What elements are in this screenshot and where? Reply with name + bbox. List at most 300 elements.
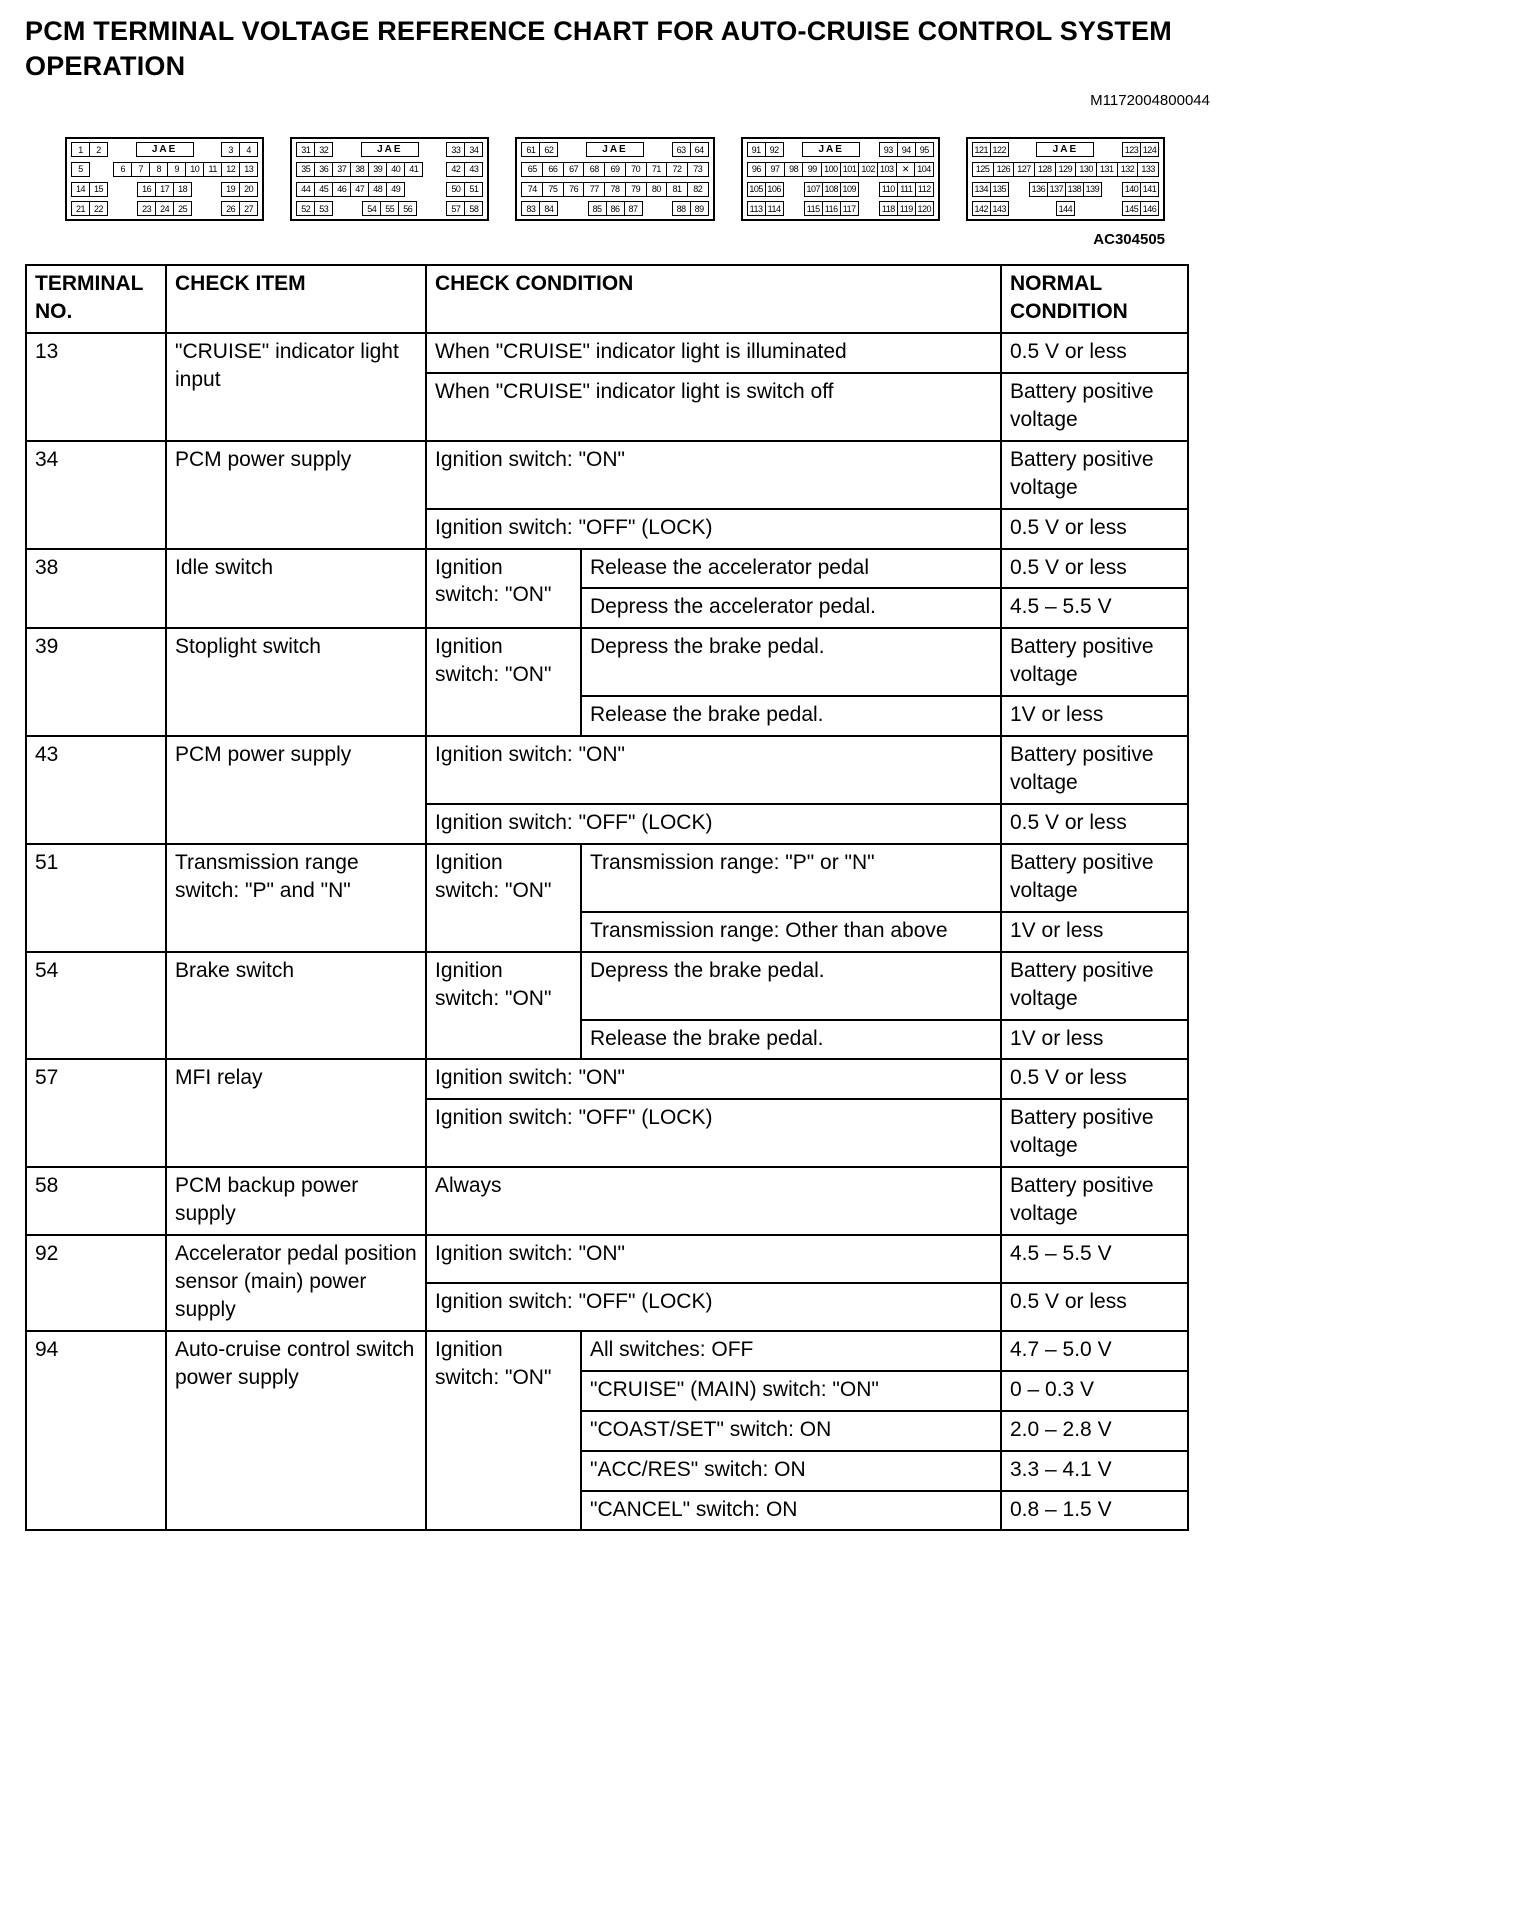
check-item-cell: PCM power supply	[166, 441, 426, 549]
pin-cell: 24	[155, 201, 174, 216]
pin-cell: 83	[521, 201, 540, 216]
pin-group	[1056, 201, 1075, 216]
check-condition-cell: When "CRUISE" indicator light is illuminated	[426, 333, 1001, 373]
shared-check-condition-cell: Ignition switch: "ON"	[426, 1331, 581, 1531]
pin-cell: 119	[897, 201, 916, 216]
pin-cell: 76	[563, 182, 585, 197]
normal-condition-cell: 4.5 – 5.5 V	[1001, 588, 1188, 628]
pin-cell: 102	[858, 162, 878, 177]
terminal-no-cell: 57	[26, 1059, 166, 1167]
pin-cell: 67	[563, 162, 585, 177]
pin-cell: 17	[155, 182, 174, 197]
pin-group	[972, 201, 1009, 216]
pin-cell: 37	[332, 162, 351, 177]
pin-cell: 63	[672, 142, 691, 157]
pin-cell: 48	[368, 182, 387, 197]
pin-cell: 33	[446, 142, 465, 157]
pin-cell: 61	[521, 142, 540, 157]
pin-cell: 97	[765, 162, 785, 177]
pin-cell: 44	[296, 182, 315, 197]
pin-cell: 81	[666, 182, 688, 197]
check-item-cell: PCM backup power supply	[166, 1167, 426, 1235]
pin-cell: 142	[972, 201, 991, 216]
check-condition-cell: Ignition switch: "ON"	[426, 1059, 1001, 1099]
check-condition-cell: "CANCEL" switch: ON	[581, 1491, 1001, 1531]
check-item-cell: "CRUISE" indicator light input	[166, 333, 426, 441]
pin-cell: 146	[1140, 201, 1159, 216]
check-item-cell: MFI relay	[166, 1059, 426, 1167]
pin-cell: 72	[666, 162, 688, 177]
pin-cell: 7	[131, 162, 150, 177]
connector-brand-label: JAE	[586, 142, 644, 157]
pin-group	[972, 142, 1009, 157]
pin-cell: 45	[314, 182, 333, 197]
pin-cell: 143	[990, 201, 1009, 216]
pin-group	[521, 182, 708, 197]
pin-cell: 52	[296, 201, 315, 216]
pin-cell: 71	[646, 162, 668, 177]
pin-cell: 145	[1122, 201, 1141, 216]
pin-row	[747, 201, 934, 216]
normal-condition-cell: Battery positive voltage	[1001, 736, 1188, 804]
pin-group	[71, 182, 108, 197]
normal-condition-cell: Battery positive voltage	[1001, 1099, 1188, 1167]
pin-cell: 20	[239, 182, 258, 197]
pin-group	[879, 182, 934, 197]
check-condition-cell: Depress the brake pedal.	[581, 628, 1001, 696]
pin-group	[137, 201, 192, 216]
pin-cell: 11	[203, 162, 222, 177]
pin-cell: 43	[464, 162, 483, 177]
shared-check-condition-cell: Ignition switch: "ON"	[426, 844, 581, 952]
check-condition-cell: All switches: OFF	[581, 1331, 1001, 1371]
terminal-no-cell: 58	[26, 1167, 166, 1235]
pin-cell: 10	[185, 162, 204, 177]
pin-cell: 95	[915, 142, 934, 157]
pin-row	[521, 142, 708, 157]
table-header-row	[26, 265, 1188, 333]
normal-condition-cell: 4.5 – 5.5 V	[1001, 1235, 1188, 1283]
pin-group	[296, 201, 333, 216]
terminal-no-cell: 13	[26, 333, 166, 441]
normal-condition-cell: Battery positive voltage	[1001, 844, 1188, 912]
col-header-terminal-no: TERMINAL NO.	[26, 265, 166, 333]
pin-row	[747, 142, 934, 157]
pin-group	[521, 201, 558, 216]
pin-cell: 106	[765, 182, 784, 197]
pin-cell: 16	[137, 182, 156, 197]
pin-cell: 98	[784, 162, 804, 177]
pin-cell: 124	[1140, 142, 1159, 157]
pin-row	[972, 182, 1159, 197]
table-row	[26, 1331, 1188, 1371]
pin-cell: 138	[1065, 182, 1084, 197]
check-condition-cell: "CRUISE" (MAIN) switch: "ON"	[581, 1371, 1001, 1411]
pin-cell: 53	[314, 201, 333, 216]
pin-cell: 92	[765, 142, 784, 157]
pin-cell: 80	[646, 182, 668, 197]
pin-group	[221, 182, 258, 197]
pin-cell: 118	[879, 201, 898, 216]
pin-group	[747, 182, 784, 197]
pin-cell: 140	[1122, 182, 1141, 197]
check-condition-cell: Depress the accelerator pedal.	[581, 588, 1001, 628]
pin-group	[71, 142, 108, 157]
terminal-no-cell: 54	[26, 952, 166, 1060]
pin-cell: 136	[1029, 182, 1048, 197]
pin-cell: 18	[173, 182, 192, 197]
pin-cell: 128	[1034, 162, 1056, 177]
check-item-cell: Accelerator pedal position sensor (main) power supply	[166, 1235, 426, 1331]
connector-block	[515, 137, 714, 221]
col-header-check-condition: CHECK CONDITION	[426, 265, 1001, 333]
page-title: PCM TERMINAL VOLTAGE REFERENCE CHART FOR AUTO-CRUISE CONTROL SYSTEM OPERATION	[25, 16, 1172, 82]
normal-condition-cell: 1V or less	[1001, 912, 1188, 952]
pin-cell: 108	[822, 182, 841, 197]
col-header-normal-condition: NORMAL CONDITION	[1001, 265, 1188, 333]
shared-check-condition-cell: Ignition switch: "ON"	[426, 952, 581, 1060]
check-item-cell: Transmission range switch: "P" and "N"	[166, 844, 426, 952]
pin-cell: 55	[380, 201, 399, 216]
connector-block	[65, 137, 264, 221]
pin-group	[879, 201, 934, 216]
normal-condition-cell: 1V or less	[1001, 696, 1188, 736]
pin-cell: 85	[588, 201, 607, 216]
pin-cell: 93	[879, 142, 898, 157]
pin-cell: 36	[314, 162, 333, 177]
check-condition-cell: Ignition switch: "OFF" (LOCK)	[426, 509, 1001, 549]
table-row	[26, 333, 1188, 373]
pin-cell: 21	[71, 201, 90, 216]
document-code: M1172004800044	[1090, 92, 1210, 110]
pin-cell: 1	[71, 142, 90, 157]
check-condition-cell: "ACC/RES" switch: ON	[581, 1451, 1001, 1491]
pin-cell: 88	[672, 201, 691, 216]
pin-group	[1029, 182, 1102, 197]
pin-cell: 105	[747, 182, 766, 197]
pin-cell: 74	[521, 182, 543, 197]
pin-cell: 6	[113, 162, 132, 177]
pin-cell: 137	[1047, 182, 1066, 197]
pin-cell: 15	[89, 182, 108, 197]
pin-cell: 12	[221, 162, 240, 177]
terminal-no-cell: 43	[26, 736, 166, 844]
pin-cell: 49	[386, 182, 405, 197]
pin-group	[362, 201, 417, 216]
pin-cell: 38	[350, 162, 369, 177]
pin-cell: 113	[747, 201, 766, 216]
pin-row	[296, 142, 483, 157]
table-row	[26, 1167, 1188, 1235]
pin-cell: 54	[362, 201, 381, 216]
pin-cell: 94	[897, 142, 916, 157]
pin-cell: 125	[972, 162, 994, 177]
pin-cell: 100	[821, 162, 841, 177]
normal-condition-cell: 3.3 – 4.1 V	[1001, 1451, 1188, 1491]
pin-cell: 115	[804, 201, 823, 216]
pin-cell: 127	[1013, 162, 1035, 177]
terminal-no-cell: 92	[26, 1235, 166, 1331]
connector-block	[966, 137, 1165, 221]
pin-cell: 73	[687, 162, 709, 177]
pin-cell: 3	[221, 142, 240, 157]
normal-condition-cell: 0.8 – 1.5 V	[1001, 1491, 1188, 1531]
normal-condition-cell: 0.5 V or less	[1001, 1283, 1188, 1331]
pin-group	[747, 201, 784, 216]
pin-cell: 35	[296, 162, 315, 177]
pin-cell: 65	[521, 162, 543, 177]
pin-cell: 47	[350, 182, 369, 197]
pin-cell: 99	[802, 162, 822, 177]
pin-cell: 111	[897, 182, 916, 197]
pin-cell: 14	[71, 182, 90, 197]
pin-cell: 79	[625, 182, 647, 197]
pin-cell: 23	[137, 201, 156, 216]
pin-group	[446, 162, 483, 177]
check-condition-cell: When "CRUISE" indicator light is switch off	[426, 373, 1001, 441]
pin-group	[972, 182, 1009, 197]
pin-group	[296, 162, 423, 177]
pin-cell: 22	[89, 201, 108, 216]
pin-cell: 42	[446, 162, 465, 177]
check-item-cell: Stoplight switch	[166, 628, 426, 736]
pin-row	[972, 142, 1159, 157]
pin-cell: 46	[332, 182, 351, 197]
pin-group	[672, 142, 709, 157]
pin-cell: 86	[606, 201, 625, 216]
normal-condition-cell: 0.5 V or less	[1001, 804, 1188, 844]
connector-pinout-diagram	[65, 137, 1165, 221]
pin-cell: 50	[446, 182, 465, 197]
pin-group	[221, 201, 258, 216]
pin-cell: 107	[804, 182, 823, 197]
terminal-no-cell: 34	[26, 441, 166, 549]
pin-cell: 57	[446, 201, 465, 216]
pin-cell: 89	[690, 201, 709, 216]
connector-brand-label: JAE	[802, 142, 860, 157]
check-condition-cell: Always	[426, 1167, 1001, 1235]
pin-cell: 122	[990, 142, 1009, 157]
pin-group	[804, 201, 859, 216]
terminal-no-cell: 94	[26, 1331, 166, 1531]
pin-group	[1122, 142, 1159, 157]
pin-cell: 64	[690, 142, 709, 157]
pin-group	[446, 182, 483, 197]
pin-cell: 19	[221, 182, 240, 197]
pin-row	[71, 182, 258, 197]
table-row	[26, 1235, 1188, 1283]
normal-condition-cell: 2.0 – 2.8 V	[1001, 1411, 1188, 1451]
pin-cell: 134	[972, 182, 991, 197]
pin-group	[747, 142, 784, 157]
diagram-code: AC304505	[1093, 231, 1165, 249]
table-row	[26, 736, 1188, 804]
pin-cell: 104	[914, 162, 934, 177]
pin-cell: 34	[464, 142, 483, 157]
pin-cell: 58	[464, 201, 483, 216]
pin-cell: 110	[879, 182, 898, 197]
connector-brand-label: JAE	[1036, 142, 1094, 157]
pin-cell: 114	[765, 201, 784, 216]
check-item-cell: Brake switch	[166, 952, 426, 1060]
normal-condition-cell: 0.5 V or less	[1001, 1059, 1188, 1099]
pin-cell: 130	[1075, 162, 1097, 177]
table-row	[26, 441, 1188, 509]
check-condition-cell: Depress the brake pedal.	[581, 952, 1001, 1020]
pin-row	[71, 162, 258, 177]
pin-row	[747, 182, 934, 197]
normal-condition-cell: 0 – 0.3 V	[1001, 1371, 1188, 1411]
normal-condition-cell: Battery positive voltage	[1001, 441, 1188, 509]
pin-cell: 91	[747, 142, 766, 157]
pin-row	[972, 201, 1159, 216]
normal-condition-cell: 4.7 – 5.0 V	[1001, 1331, 1188, 1371]
pin-row	[521, 182, 708, 197]
pin-group	[221, 142, 258, 157]
pin-cell: 13	[239, 162, 258, 177]
table-row	[26, 1059, 1188, 1099]
pin-cell: 40	[386, 162, 405, 177]
pin-group	[137, 182, 192, 197]
pin-row	[972, 162, 1159, 177]
check-condition-cell: "COAST/SET" switch: ON	[581, 1411, 1001, 1451]
pin-cell: 31	[296, 142, 315, 157]
check-item-cell: PCM power supply	[166, 736, 426, 844]
pin-cell: 141	[1140, 182, 1159, 197]
pin-group	[521, 142, 558, 157]
check-item-cell: Auto-cruise control switch power supply	[166, 1331, 426, 1531]
terminal-no-cell: 39	[26, 628, 166, 736]
voltage-reference-table	[25, 264, 1189, 1531]
check-condition-cell: Ignition switch: "OFF" (LOCK)	[426, 1099, 1001, 1167]
pin-cell: 56	[398, 201, 417, 216]
pin-group	[672, 201, 709, 216]
pin-cell: 78	[604, 182, 626, 197]
pin-group	[71, 201, 108, 216]
pin-cell: 116	[822, 201, 841, 216]
blocked-pin-icon: ✕	[896, 162, 916, 177]
pin-group	[747, 162, 934, 177]
terminal-no-cell: 51	[26, 844, 166, 952]
check-condition-cell: Release the brake pedal.	[581, 696, 1001, 736]
pin-group	[296, 142, 333, 157]
pin-group	[588, 201, 643, 216]
pin-cell: 77	[583, 182, 605, 197]
pin-cell: 75	[542, 182, 564, 197]
pin-cell: 82	[687, 182, 709, 197]
connector-block	[290, 137, 489, 221]
pin-cell: 25	[173, 201, 192, 216]
check-condition-cell: Ignition switch: "ON"	[426, 441, 1001, 509]
pin-cell: 117	[840, 201, 859, 216]
check-condition-cell: Transmission range: Other than above	[581, 912, 1001, 952]
table-row	[26, 549, 1188, 589]
col-header-check-item: CHECK ITEM	[166, 265, 426, 333]
pin-cell: 132	[1117, 162, 1139, 177]
pin-cell: 62	[539, 142, 558, 157]
normal-condition-cell: Battery positive voltage	[1001, 373, 1188, 441]
table-row	[26, 844, 1188, 912]
normal-condition-cell: 1V or less	[1001, 1020, 1188, 1060]
pin-cell: 139	[1083, 182, 1102, 197]
check-condition-cell: Release the accelerator pedal	[581, 549, 1001, 589]
pin-cell: 66	[542, 162, 564, 177]
table-row	[26, 952, 1188, 1020]
check-condition-cell: Ignition switch: "ON"	[426, 1235, 1001, 1283]
connector-brand-label: JAE	[136, 142, 194, 157]
pin-group	[113, 162, 258, 177]
pin-cell: 26	[221, 201, 240, 216]
pin-row	[521, 201, 708, 216]
pin-cell: 70	[625, 162, 647, 177]
pin-cell: 135	[990, 182, 1009, 197]
terminal-no-cell: 38	[26, 549, 166, 629]
pin-cell: 144	[1056, 201, 1075, 216]
pin-group	[879, 142, 934, 157]
pin-row	[521, 162, 708, 177]
pin-cell: 4	[239, 142, 258, 157]
pin-cell: 32	[314, 142, 333, 157]
check-condition-cell: Release the brake pedal.	[581, 1020, 1001, 1060]
pin-cell: 51	[464, 182, 483, 197]
pin-cell: 126	[993, 162, 1015, 177]
check-condition-cell: Transmission range: "P" or "N"	[581, 844, 1001, 912]
pin-cell: 131	[1096, 162, 1118, 177]
pin-cell: 8	[149, 162, 168, 177]
pin-cell: 39	[368, 162, 387, 177]
pin-group	[1122, 201, 1159, 216]
pin-cell: 112	[915, 182, 934, 197]
pin-group	[446, 142, 483, 157]
check-condition-cell: Ignition switch: "OFF" (LOCK)	[426, 804, 1001, 844]
pin-cell: 68	[583, 162, 605, 177]
pin-group	[804, 182, 859, 197]
check-condition-cell: Ignition switch: "ON"	[426, 736, 1001, 804]
pin-row	[71, 142, 258, 157]
pin-cell: 101	[840, 162, 860, 177]
pin-cell: 103	[877, 162, 897, 177]
pin-cell: 41	[404, 162, 423, 177]
normal-condition-cell: Battery positive voltage	[1001, 952, 1188, 1020]
pin-group	[296, 182, 405, 197]
pin-row	[296, 182, 483, 197]
connector-brand-label: JAE	[361, 142, 419, 157]
pin-row	[296, 162, 483, 177]
pin-row	[747, 162, 934, 177]
pin-cell: 120	[915, 201, 934, 216]
normal-condition-cell: 0.5 V or less	[1001, 509, 1188, 549]
pin-group	[972, 162, 1159, 177]
normal-condition-cell: Battery positive voltage	[1001, 1167, 1188, 1235]
pin-cell: 5	[71, 162, 90, 177]
pin-cell: 69	[604, 162, 626, 177]
check-condition-cell: Ignition switch: "OFF" (LOCK)	[426, 1283, 1001, 1331]
pin-cell: 109	[840, 182, 859, 197]
shared-check-condition-cell: Ignition switch: "ON"	[426, 549, 581, 629]
pin-cell: 133	[1137, 162, 1159, 177]
pin-row	[71, 201, 258, 216]
normal-condition-cell: 0.5 V or less	[1001, 549, 1188, 589]
table-row	[26, 628, 1188, 696]
pin-cell: 87	[624, 201, 643, 216]
pin-cell: 27	[239, 201, 258, 216]
pin-cell: 123	[1122, 142, 1141, 157]
pin-cell: 9	[167, 162, 186, 177]
pin-cell: 129	[1055, 162, 1077, 177]
pin-group	[446, 201, 483, 216]
pin-row	[296, 201, 483, 216]
shared-check-condition-cell: Ignition switch: "ON"	[426, 628, 581, 736]
